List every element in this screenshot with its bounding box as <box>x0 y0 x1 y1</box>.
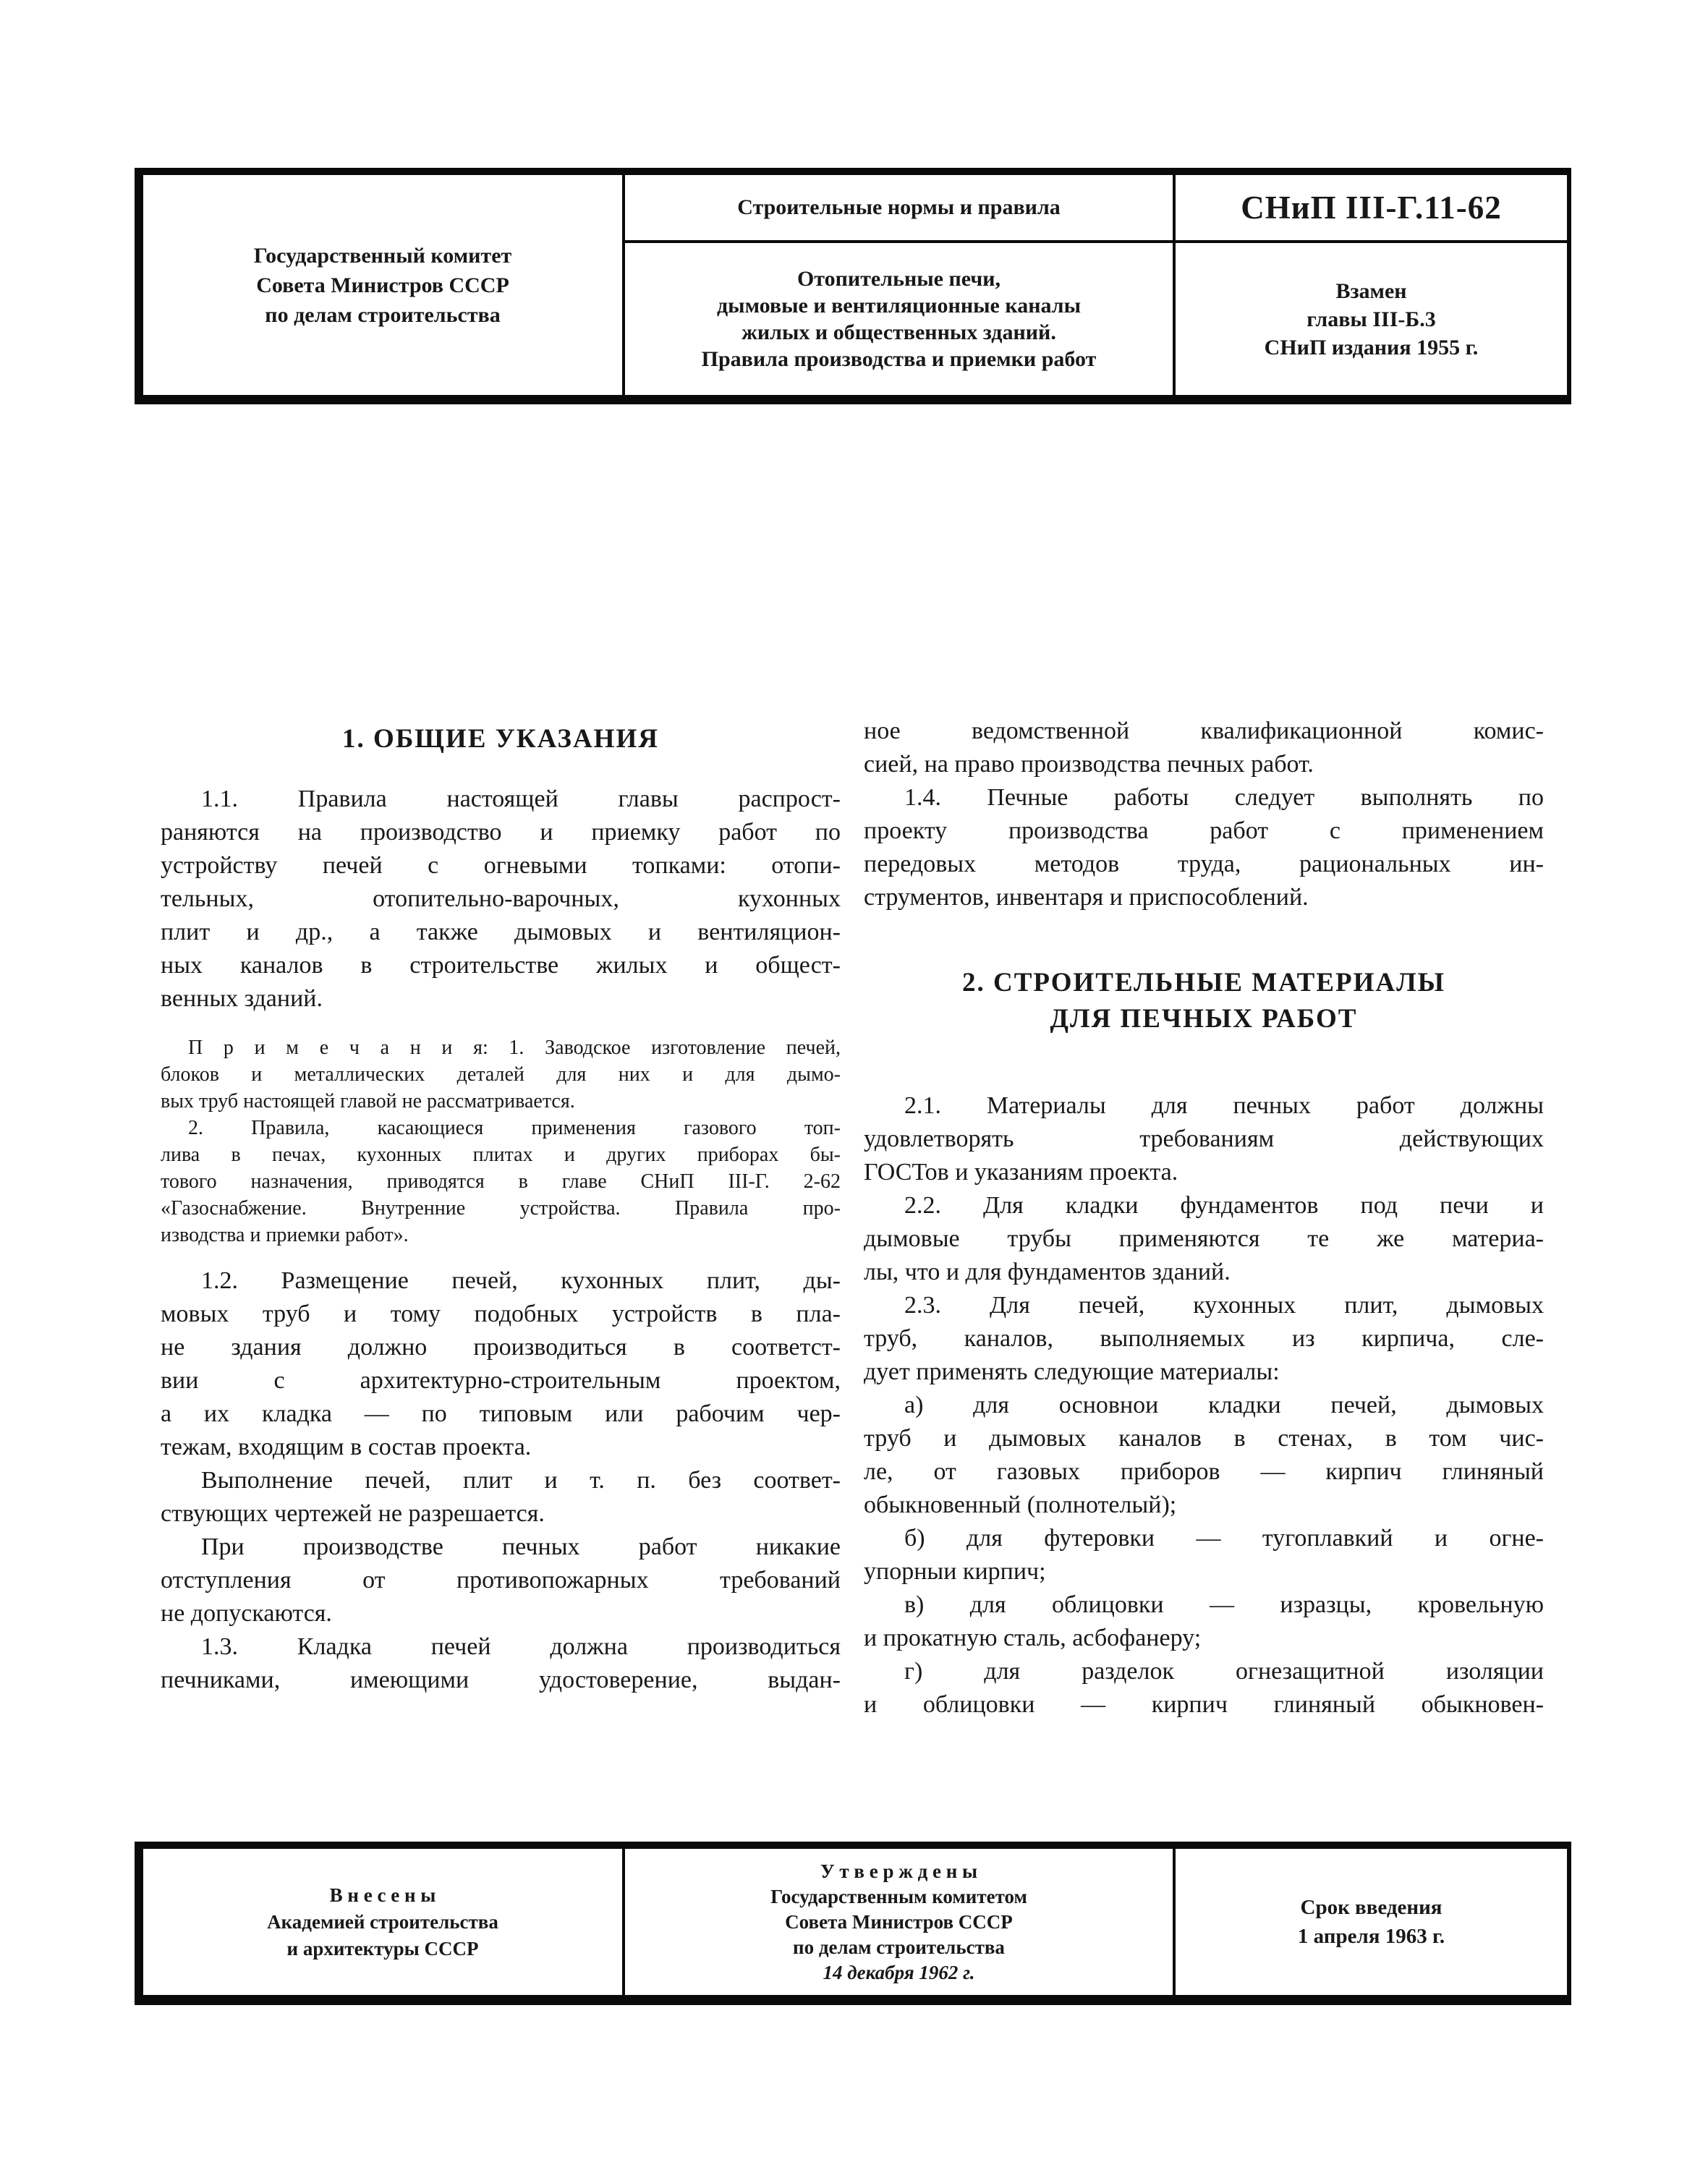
committee-line: по делам строительства <box>265 302 501 327</box>
text-line: дымовые трубы применяются те же материа- <box>864 1225 1544 1252</box>
body-column-right <box>864 715 1544 1722</box>
body-column-left <box>161 723 841 1697</box>
committee-line: Государственный комитет <box>253 243 512 268</box>
text-line: и прокатную сталь, асбофанеру; <box>864 1625 1202 1651</box>
text-line: вии с архитектурно-строительным проектом, <box>161 1367 841 1394</box>
footer-cell-effective <box>1176 1849 1567 1995</box>
text-line: 2.3. Для печей, кухонных плит, дымовых <box>904 1292 1544 1319</box>
text-line: 1.1. Правила настоящей главы распрост- <box>201 786 841 812</box>
note-2 <box>161 1115 841 1248</box>
text-line: лы, что и для фундаментов зданий. <box>864 1259 1231 1285</box>
text-line: 2.2. Для кладки фундаментов под печи и <box>904 1192 1544 1219</box>
committee-line: Совета Министров СССР <box>256 273 509 297</box>
doc-code-row <box>1176 175 1567 243</box>
text-line: 1.2. Размещение печей, кухонных плит, ды- <box>201 1267 841 1294</box>
approved-line: У т в е р ж д е н ы <box>820 1860 978 1882</box>
approved-line: Совета Министров СССР <box>785 1910 1013 1933</box>
para-1-4 <box>864 781 1544 914</box>
para-2-3 <box>864 1289 1544 1389</box>
replaces-line: Взамен <box>1335 278 1407 303</box>
text-line: упорныи кирпич; <box>864 1558 1046 1585</box>
header-cell-committee <box>143 175 625 395</box>
text-line: удовлетворять требованиям действующих <box>864 1126 1544 1152</box>
text-line: труб и дымовых каналов в стенах, в том чис- <box>864 1425 1544 1452</box>
para-1-2 <box>161 1264 841 1464</box>
header-cell-title <box>625 175 1176 395</box>
document-title-line: Правила производства и приемки работ <box>701 347 1097 371</box>
text-line: не допускаются. <box>161 1600 332 1627</box>
norms-category-row <box>625 175 1173 243</box>
para-1-1 <box>161 783 841 1016</box>
list-item-a <box>864 1389 1544 1522</box>
text-line: тельных, отопительно-варочных, кухонных <box>161 885 841 912</box>
text-line: тового назначения, приводятся в главе СНиП III-Г. 2-62 <box>161 1170 841 1193</box>
document-title-block <box>625 243 1173 395</box>
para-2-1 <box>864 1089 1544 1189</box>
text-line: При производстве печных работ никакие <box>201 1533 841 1560</box>
text-line: струментов, инвентаря и приспособлений. <box>864 884 1309 911</box>
text-line: раняются на производство и приемку работ по <box>161 819 841 846</box>
text-line: устройству печей с огневыми топками: отопи- <box>161 852 841 879</box>
document-title-line: жилых и общественных зданий. <box>742 320 1056 344</box>
text-line: ных каналов в строительстве жилых и общест- <box>161 952 841 979</box>
text-line: печниками, имеющими удостоверение, выдан- <box>161 1667 841 1693</box>
text-line: г) для разделок огнезащитной изоляции <box>904 1658 1544 1685</box>
text-line: венных зданий. <box>161 985 323 1012</box>
text-line: плит и др., а также дымовых и вентиляцион- <box>161 919 841 945</box>
para-no-drawings <box>161 1464 841 1531</box>
text-line: вых труб настоящей главой не рассматривается. <box>161 1090 575 1112</box>
text-line: ле, от газовых приборов — кирпич глиняный <box>864 1458 1544 1485</box>
approved-line: Государственным комитетом <box>770 1885 1027 1907</box>
text-line: Выполнение печей, плит и т. п. без соответ- <box>201 1467 841 1494</box>
footer-table <box>135 1842 1571 2005</box>
text-line: сией, на право производства печных работ. <box>864 751 1314 778</box>
contributed-line: В н е с е н ы <box>329 1884 436 1906</box>
text-line: 1.4. Печные работы следует выполнять по <box>904 784 1544 811</box>
text-line: 1.3. Кладка печей должна производиться <box>201 1633 841 1660</box>
para-1-3-continued <box>864 715 1544 781</box>
text-line: б) для футеровки — тугоплавкий и огне- <box>904 1525 1544 1552</box>
text-line: 2. Правила, касающиеся применения газового топ- <box>188 1117 841 1139</box>
replaces-line: главы III-Б.3 <box>1307 307 1436 331</box>
effective-line: Срок введения <box>1300 1896 1443 1919</box>
section2-heading <box>864 965 1544 1037</box>
approved-date: 14 декабря 1962 г. <box>823 1961 975 1983</box>
replaces-line: СНиП издания 1955 г. <box>1264 335 1479 359</box>
list-item-g <box>864 1655 1544 1722</box>
list-item-v <box>864 1588 1544 1655</box>
document-title-line: Отопительные печи, <box>796 267 1001 291</box>
footer-cell-contributed <box>143 1849 625 1995</box>
text-line: не здания должно производиться в соответст- <box>161 1334 841 1361</box>
document-title-line: дымовые и вентиляционные каналы <box>716 294 1081 318</box>
effective-line: 1 апреля 1963 г. <box>1297 1925 1445 1948</box>
replaces-block <box>1176 243 1567 395</box>
text-line: ГОСТов и указаниям проекта. <box>864 1159 1178 1186</box>
text-line: и облицовки — кирпич глиняный обыкновен- <box>864 1691 1544 1718</box>
approved-line: по делам строительства <box>793 1936 1005 1958</box>
para-fire-safety <box>161 1531 841 1630</box>
text-line: мовых труб и тому подобных устройств в пла- <box>161 1301 841 1327</box>
section2-heading-line: 2. СТРОИТЕЛЬНЫЕ МАТЕРИАЛЫ <box>961 968 1446 997</box>
text-line: тежам, входящим в состав проекта. <box>161 1434 532 1460</box>
footer-cell-approved <box>625 1849 1176 1995</box>
text-line: проекту производства работ с применением <box>864 817 1544 844</box>
doc-code: СНиП III-Г.11-62 <box>1241 190 1502 226</box>
text-line: лива в печах, кухонных плитах и других приборах бы- <box>161 1144 841 1166</box>
text-line: а их кладка — по типовым или рабочим чер- <box>161 1400 841 1427</box>
list-item-b <box>864 1522 1544 1588</box>
section2-heading-line: ДЛЯ ПЕЧНЫХ РАБОТ <box>1050 1004 1358 1034</box>
para-2-2 <box>864 1189 1544 1289</box>
header-table <box>135 168 1571 404</box>
norms-category-label: Строительные нормы и правила <box>737 195 1061 219</box>
text-line: ствующих чертежей не разрешается. <box>161 1500 545 1527</box>
contributed-line: Академией строительства <box>267 1910 498 1933</box>
section1-heading: 1. ОБЩИЕ УКАЗАНИЯ <box>342 724 659 754</box>
text-line: отступления от противопожарных требований <box>161 1567 841 1594</box>
contributed-line: и архитектуры СССР <box>286 1937 479 1960</box>
text-line: блоков и металлических деталей для них и для дымо- <box>161 1063 841 1086</box>
notes-block <box>161 1034 841 1248</box>
text-line: труб, каналов, выполняемых из кирпича, сле- <box>864 1325 1544 1352</box>
text-line: ное ведомственной квалификационной комис- <box>864 718 1544 744</box>
header-cell-code <box>1176 175 1567 395</box>
text-line: а) для основнои кладки печей, дымовых <box>904 1392 1544 1418</box>
text-line: в) для облицовки — изразцы, кровельную <box>904 1591 1544 1618</box>
text-line: «Газоснабжение. Внутренние устройства. Правила про- <box>161 1197 841 1220</box>
text-line: передовых методов труда, рациональных ин- <box>864 851 1544 877</box>
text-line: П р и м е ч а н и я: 1. Заводское изготовление печей, <box>188 1037 841 1059</box>
text-line: дует применять следующие материалы: <box>864 1358 1280 1385</box>
text-line: изводства и приемки работ». <box>161 1224 409 1246</box>
text-line: обыкновенный (полнотелый); <box>864 1492 1177 1518</box>
text-line: 2.1. Материалы для печных работ должны <box>904 1092 1544 1119</box>
note-1 <box>161 1034 841 1115</box>
para-1-3 <box>161 1630 841 1697</box>
